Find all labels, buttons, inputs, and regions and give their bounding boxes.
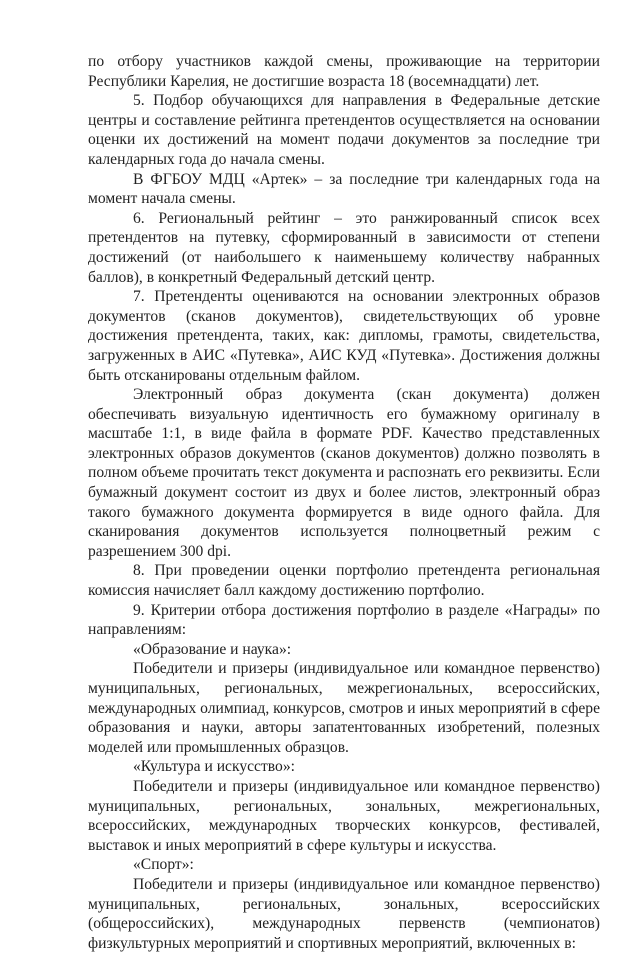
paragraph-item-6: 6. Региональный рейтинг – это ранжированный список всех претендентов на путевку, сформированный в зависимости от степени достижений (от наибольшего к наименьшему количеству набранных баллов), в конкретный Федеральный детский центр. [88, 209, 600, 286]
section-heading-culture: «Культура и искусство»: [133, 758, 295, 776]
paragraph-artek: В ФГБОУ МДЦ «Артек» – за последние три календарных года на момент начала смены. [88, 170, 600, 208]
paragraph-item-7: 7. Претенденты оцениваются на основании электронных образов документов (сканов документов), свидетельствующих об уровне достижения претендента, таких, как: дипломы, грамоты, свидетельства, загруженных в АИС «Путевка», АИС КУД «Путевка». Достижения должны быть отсканированы отдельным файлом. [88, 288, 600, 384]
paragraph-culture-criteria: Победители и призеры (индивидуальное или командное первенство) муниципальных, региональных, зональных, межрегиональных, всероссийских, международных творческих конкурсов, фестивалей, выставок и иных мероприятий в сфере культуры и искусства. [88, 777, 600, 854]
paragraph-item-5: 5. Подбор обучающихся для направления в Федеральные детские центры и составление рейтинга претендентов осуществляется на основании оценки их достижений на момент подачи документов за последние три календарных года до начала смены. [88, 92, 600, 168]
section-heading-sport: «Спорт»: [133, 856, 194, 874]
paragraph-education-criteria: Победители и призеры (индивидуальное или командное первенство) муниципальных, региональных, межрегиональных, всероссийских, международных олимпиад, конкурсов, смотров и иных мероприятий в сфере образования и науки, авторы запатентованных изобретений, полезных моделей или промышленных образцов. [88, 660, 600, 756]
paragraph-scan-requirements: Электронный образ документа (скан документа) должен обеспечивать визуальную идентичность его бумажному оригиналу в масштабе 1:1, в виде файла в формате PDF. Качество представленных электронных образов документов (сканов документов) должно позволять в полном объеме прочитать текст документа и распознать его реквизиты. Если бумажный документ состоит из двух и более листов, электронный образ такого бумажного документа формируется в виде одного файла. Для сканирования документов используется полноцветный режим с разрешением 300 dpi. [88, 386, 600, 560]
paragraph-item-9: 9. Критерии отбора достижения портфолио в разделе «Награды» по направлениям: [88, 601, 600, 639]
section-heading-education: «Образование и наука»: [133, 640, 292, 658]
paragraph-sport-criteria: Победители и призеры (индивидуальное или командное первенство) муниципальных, региональных, зональных, всероссийских (общероссийских), международных первенств (чемпионатов) физкультурных мероприятий и спортивных мероприятий, включенных в: [88, 875, 600, 952]
paragraph-selection-intro: по отбору участников каждой смены, проживающие на территории Республики Карелия, не достигшие возраста 18 (восемнадцати) лет. [88, 53, 600, 90]
paragraph-item-8: 8. При проведении оценки портфолио претендента региональная комиссия начисляет балл каждому достижению портфолио. [88, 562, 600, 600]
document-body [88, 52, 600, 953]
